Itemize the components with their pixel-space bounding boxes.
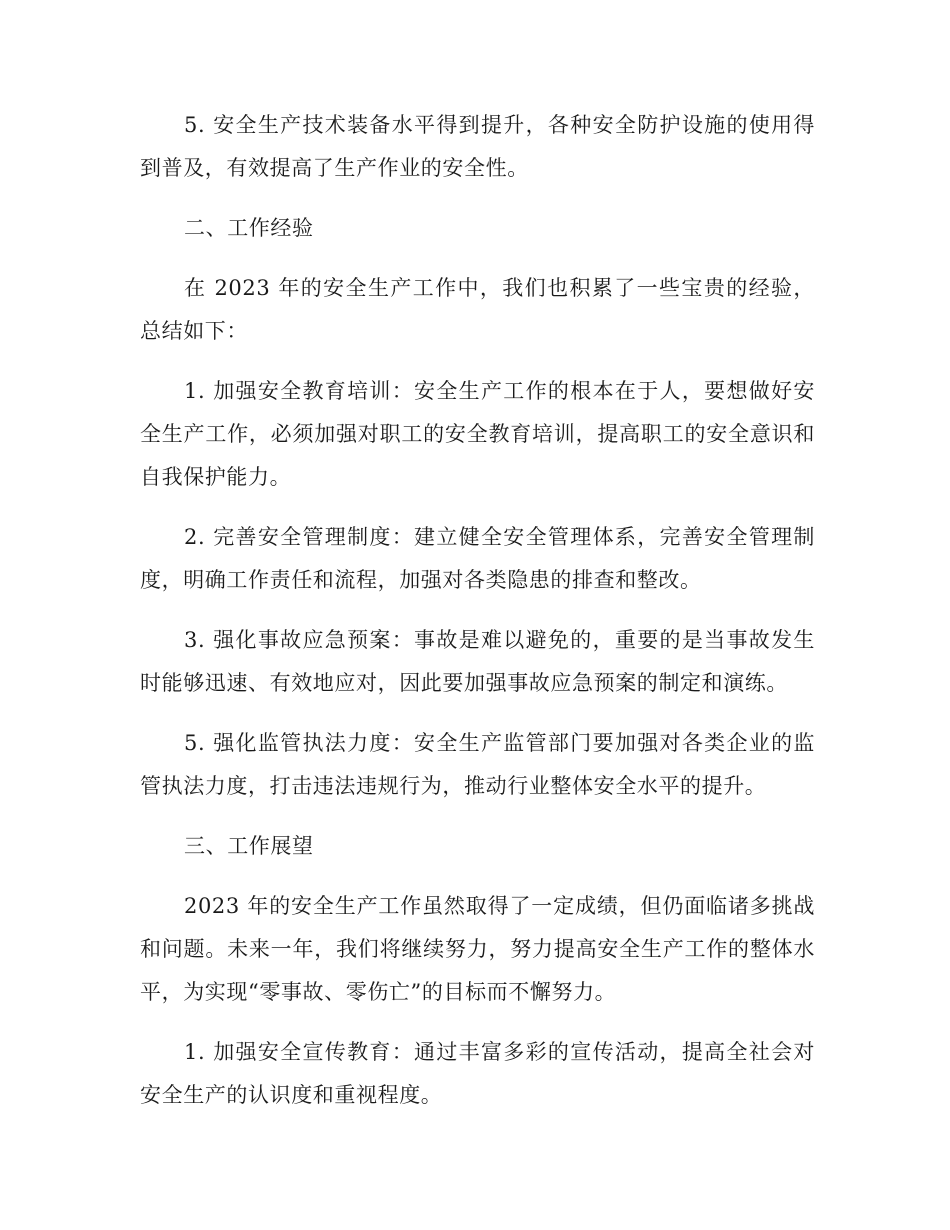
section-heading-experience: 二、工作经验 [184,216,314,240]
paragraph-experience-3: 3. 强化事故应急预案：事故是难以避免的，重要的是当事故发生时能够迅速、有效地应对，因此要加强事故应急预案的制定和演练。 [140,628,815,695]
paragraph-experience-5: 5. 强化监管执法力度：安全生产监管部门要加强对各类企业的监管执法力度，打击违法违规行为，推动行业整体安全水平的提升。 [140,731,815,798]
document-body [140,104,815,1134]
section-heading-outlook: 三、工作展望 [184,834,314,858]
paragraph-outlook-1: 1. 加强安全宣传教育：通过丰富多彩的宣传活动，提高全社会对安全生产的认识度和重视程度。 [140,1040,815,1107]
paragraph-experience-intro: 在 2023 年的安全生产工作中，我们也积累了一些宝贵的经验，总结如下： [140,276,815,343]
paragraph-experience-1: 1. 加强安全教育培训：安全生产工作的根本在于人，要想做好安全生产工作，必须加强对职工的安全教育培训，提高职工的安全意识和自我保护能力。 [140,379,815,489]
paragraph-experience-2: 2. 完善安全管理制度：建立健全安全管理体系，完善安全管理制度，明确工作责任和流程，加强对各类隐患的排查和整改。 [140,525,815,592]
paragraph-outlook-intro: 2023 年的安全生产工作虽然取得了一定成绩，但仍面临诸多挑战和问题。未来一年，我们将继续努力，努力提高安全生产工作的整体水平，为实现“零事故、零伤亡”的目标而不懈努力。 [140,894,815,1004]
paragraph-achievement-5: 5. 安全生产技术装备水平得到提升，各种安全防护设施的使用得到普及，有效提高了生产作业的安全性。 [140,113,815,180]
